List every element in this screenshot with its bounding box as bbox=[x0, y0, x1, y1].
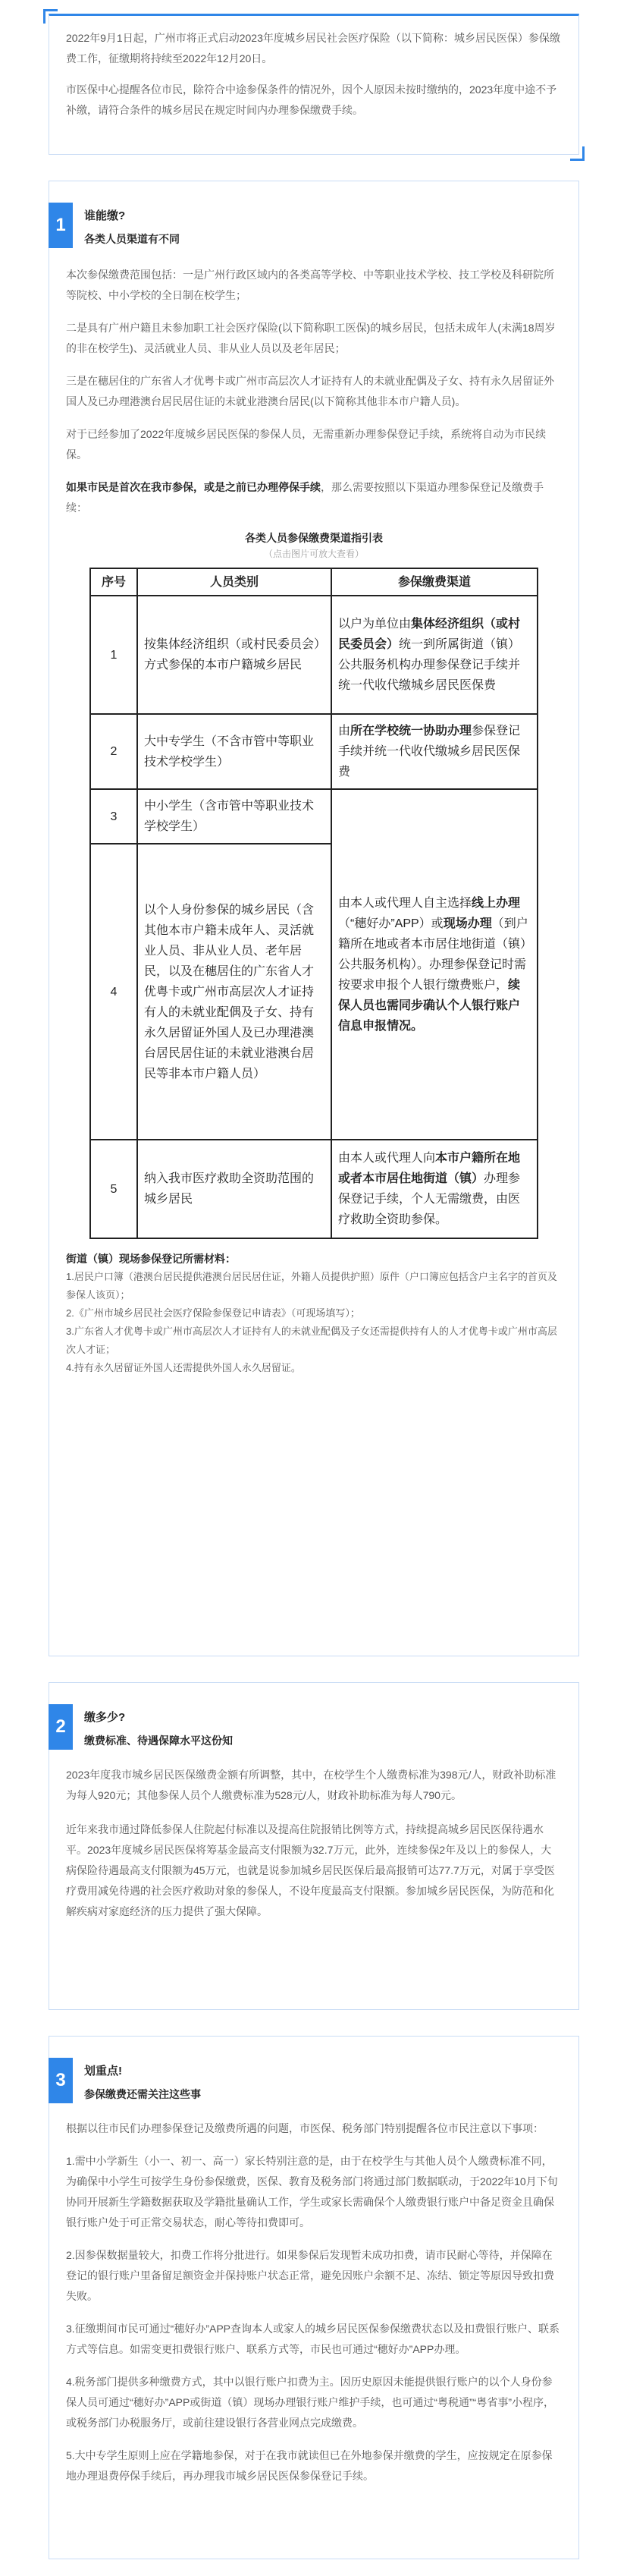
paragraph bbox=[66, 477, 562, 518]
row-number: 3 bbox=[90, 789, 137, 844]
table-header: 人员类别 bbox=[137, 568, 331, 596]
materials-title: 街道（镇）现场参保登记所需材料： bbox=[66, 1253, 236, 1265]
text: ，那么需要按照以下渠道办理参保登记及缴费手续： bbox=[66, 481, 544, 514]
row-number: 2 bbox=[90, 714, 137, 789]
section-title: 划重点! bbox=[84, 2065, 122, 2077]
paragraph: 1.需中小学新生（小一、初一、高一）家长特别注意的是，由于在校学生与其他人员个人缴费标准不同，为确保中小学生可按学生身份参保缴费，医保、教育及税务部门将通过部门数据联动，于2022年10月下旬协同开展新生学籍数据获取及学籍批量确认工作，学生或家长需确保个人缴费银行账户中备足资金且确保银行账户处于可正常交易状态，耐心等待扣费即可。 bbox=[66, 2155, 558, 2228]
materials-item: 2.《广州市城乡居民社会医疗保险参保登记申请表》（可现场填写）； bbox=[66, 1307, 360, 1319]
table-row bbox=[90, 1140, 538, 1238]
paragraph: 4.税务部门提供多种缴费方式，其中以银行账户扣费为主。因历史原因未能提供银行账户的以个人身份参保人员可通过“穗好办”APP或街道（镇）现场办理银行账户维护手续，也可通过“粤税通”“粤省事”小程序，或税务部门办税服务厅，或前往建设银行各营业网点完成缴费。 bbox=[66, 2376, 554, 2429]
paragraph: 二是具有广州户籍且未参加职工社会医疗保险(以下简称职工医保)的城乡居民，包括未成年人(未满18周岁的非在校学生)、灵活就业人员、非从业人员以及老年居民； bbox=[66, 322, 556, 354]
section-title: 缴多少? bbox=[84, 1711, 126, 1724]
intro-paragraph-2: 市医保中心提醒各位市民，除符合中途参保条件的情况外，因个人原因未按时缴纳的，2023年度中途不予补缴，请符合条件的城乡居民在规定时间内办理参保缴费手续。 bbox=[66, 83, 557, 116]
bold-text: 如果市民是首次在我市参保，或是之前已办理停保手续 bbox=[66, 481, 321, 493]
table-row bbox=[90, 596, 538, 714]
section-number-badge: 2 bbox=[49, 1704, 73, 1750]
paragraph: 三是在穗居住的广东省人才优粤卡或广州市高层次人才证持有人的未就业配偶及子女、持有永久居留证外国人及已办理港澳台居民居住证的未就业港澳台居民(以下简称其他非本市户籍人员)。 bbox=[66, 375, 554, 407]
payment-channel: 由所在学校统一协助办理参保登记手续并统一代收代缴城乡居民医保费 bbox=[331, 714, 538, 789]
person-category: 中小学生（含市管中等职业技术学校学生） bbox=[137, 789, 331, 844]
materials-item: 4.持有永久居留证外国人还需提供外国人永久居留证。 bbox=[66, 1362, 301, 1373]
section-subtitle: 缴费标准、待遇保障水平这份知 bbox=[84, 1735, 233, 1747]
section-key-points bbox=[49, 2036, 579, 2559]
section-header bbox=[49, 1683, 578, 1756]
section-who-can-pay bbox=[49, 181, 579, 1656]
paragraph: 对于已经参加了2022年度城乡居民医保的参保人员，无需重新办理参保登记手续，系统将自动为市民续保。 bbox=[66, 428, 547, 461]
paragraph: 本次参保缴费范围包括：一是广州行政区域内的各类高等学校、中等职业技术学校、技工学校及科研院所等院校、中小学校的全日制在校学生； bbox=[66, 269, 554, 301]
payment-channel: 由本人或代理人自主选择线上办理（“穗好办”APP）或现场办理（到户籍所在地或者本市居住地街道（镇）公共服务机构）。办理参保登记时需按要求申报个人银行缴费账户，续保人员也需同步确认个人银行账户信息申报情况。 bbox=[331, 789, 538, 1140]
section-title: 谁能缴? bbox=[84, 209, 126, 222]
paragraph: 3.征缴期间市民可通过“穗好办”APP查询本人或家人的城乡居民医保参保缴费状态以及扣费银行账户、联系方式等信息。如需变更扣费银行账户、联系方式等，市民也可通过“穗好办”APP办理。 bbox=[66, 2323, 560, 2355]
section-number-badge: 3 bbox=[49, 2058, 73, 2103]
section-header bbox=[49, 2037, 578, 2109]
materials-item: 1.居民户口簿（港澳台居民提供港澳台居民居住证，外籍人员提供护照）原件（户口簿应包括含户主名字的首页及参保人该页）； bbox=[66, 1271, 557, 1301]
intro-paragraph-1: 2022年9月1日起，广州市将正式启动2023年度城乡居民社会医疗保险（以下简称：城乡居民医保）参保缴费工作，征缴期将持续至2022年12月20日。 bbox=[66, 32, 560, 64]
person-category: 大中专学生（不含市管中等职业技术学校学生） bbox=[137, 714, 331, 789]
person-category: 以个人身份参保的城乡居民（含其他本市户籍未成年人、灵活就业人员、非从业人员、老年居民，以及在穗居住的广东省人才优粤卡或广州市高层次人才证持有人的未就业配偶及子女、持有永久居留证外国人及已办理港澳台居民居住证的未就业港澳台居民等非本市户籍人员） bbox=[137, 844, 331, 1140]
table-title: 各类人员参保缴费渠道指引表 bbox=[245, 532, 383, 544]
table-note[interactable]: （点击图片可放大查看） bbox=[263, 549, 364, 559]
row-number: 1 bbox=[90, 596, 137, 714]
table-header: 参保缴费渠道 bbox=[331, 568, 538, 596]
paragraph: 2.因参保数据量较大，扣费工作将分批进行。如果参保后发现暂未成功扣费，请市民耐心等待，并保障在登记的银行账户里备留足额资金并保持账户状态正常，避免因账户余额不足、冻结、锁定等原因导致扣费失败。 bbox=[66, 2249, 554, 2302]
materials-item: 3.广东省人才优粤卡或广州市高层次人才证持有人的未就业配偶及子女还需提供持有人的人才优粤卡或广州市高层次人才证； bbox=[66, 1326, 557, 1355]
paragraph: 根据以往市民们办理参保登记及缴费所遇的问题，市医保、税务部门特别提醒各位市民注意以下事项： bbox=[66, 2122, 544, 2134]
table-row bbox=[90, 789, 538, 844]
paragraph: 5.大中专学生原则上应在学籍地参保，对于在我市就读但已在外地参保并缴费的学生，应按规定在原参保地办理退费停保手续后，再办理我市城乡居民医保参保登记手续。 bbox=[66, 2449, 553, 2482]
section-number-badge: 1 bbox=[49, 203, 73, 248]
payment-channel: 以户为单位由集体经济组织（或村民委员会）统一到所属街道（镇）公共服务机构办理参保登记手续并统一代收代缴城乡居民医保费 bbox=[331, 596, 538, 714]
section-subtitle: 各类人员渠道有不同 bbox=[84, 233, 180, 245]
section-subtitle: 参保缴费还需关注这些事 bbox=[84, 2088, 201, 2100]
section-how-much bbox=[49, 1682, 579, 2010]
table-header: 序号 bbox=[90, 568, 137, 596]
section-header bbox=[49, 181, 578, 254]
channel-guide-table[interactable] bbox=[89, 568, 538, 1239]
payment-channel: 由本人或代理人向本市户籍所在地或者本市居住地街道（镇）办理参保登记手续，个人无需缴费，由医疗救助全资助参保。 bbox=[331, 1140, 538, 1238]
row-number: 4 bbox=[90, 844, 137, 1140]
paragraph: 2023年度我市城乡居民医保缴费金额有所调整，其中，在校学生个人缴费标准为398元/人，财政补助标准为每人920元；其他参保人员个人缴费标准为528元/人，财政补助标准为每人790元。 bbox=[66, 1769, 556, 1801]
table-row bbox=[90, 714, 538, 789]
person-category: 纳入我市医疗救助全资助范围的城乡居民 bbox=[137, 1140, 331, 1238]
row-number: 5 bbox=[90, 1140, 137, 1238]
person-category: 按集体经济组织（或村民委员会）方式参保的本市户籍城乡居民 bbox=[137, 596, 331, 714]
paragraph: 近年来我市通过降低参保人住院起付标准以及提高住院报销比例等方式，持续提高城乡居民医保待遇水平。2023年度城乡居民医保将筹基金最高支付限额为32.7万元，此外，连续参保2年及以上的参保人，大病保险待遇最高支付限额为45万元，也就是说参加城乡居民医保后最高报销可达77.7万元，对属于享受医疗费用减免待遇的社会医疗救助对象的参保人，不设年度最高支付限额。参加城乡居民医保，为防范和化解疾病对家庭经济的压力提供了强大保障。 bbox=[66, 1823, 555, 1917]
materials-list bbox=[66, 1250, 562, 1377]
intro-box bbox=[49, 14, 579, 155]
